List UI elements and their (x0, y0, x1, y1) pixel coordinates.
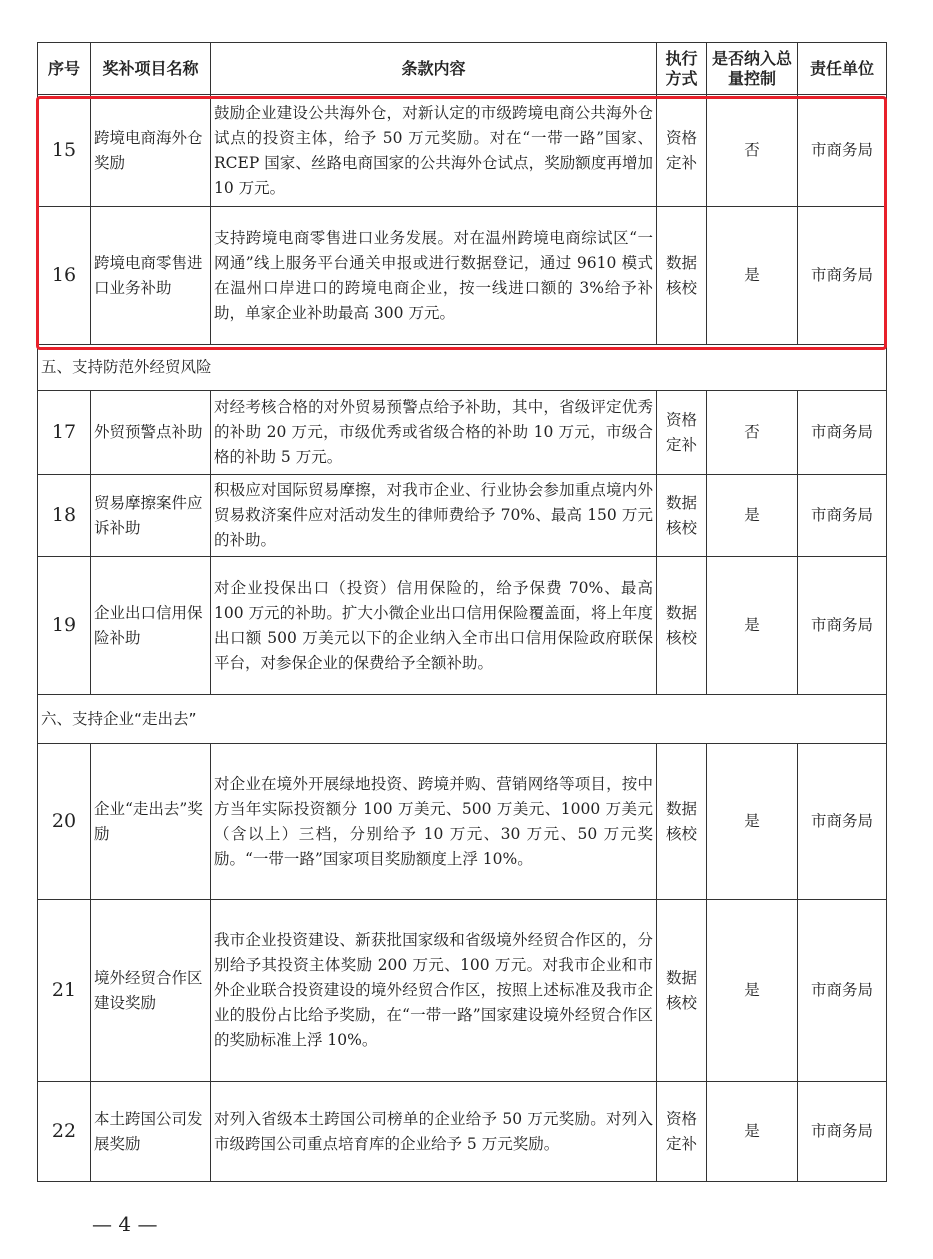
row-no: 21 (38, 900, 91, 1082)
row-name: 跨境电商海外仓奖励 (91, 95, 211, 207)
table-row (38, 1082, 887, 1182)
row-quota: 是 (707, 900, 798, 1082)
row-unit: 市商务局 (798, 1082, 887, 1182)
row-content: 对企业投保出口（投资）信用保险的，给予保费 70%、最高 100 万元的补助。扩大小微企业出口信用保险覆盖面，将上年度出口额 500 万美元以下的企业纳入全市出口信用保险政府联保平台，对参保企业的保费给予全额补助。 (211, 557, 657, 695)
row-no: 18 (38, 475, 91, 557)
section-row (38, 695, 887, 744)
table-row (38, 557, 887, 695)
table-header-row (38, 43, 887, 95)
table-row (38, 744, 887, 900)
row-quota: 是 (707, 744, 798, 900)
row-method: 数据核校 (657, 744, 707, 900)
header-no: 序号 (38, 43, 91, 95)
row-method: 数据核校 (657, 475, 707, 557)
row-method: 资格定补 (657, 1082, 707, 1182)
row-content: 对经考核合格的对外贸易预警点给予补助，其中，省级评定优秀的补助 20 万元，市级优秀或省级合格的补助 10 万元，市级合格的补助 5 万元。 (211, 391, 657, 475)
row-quota: 是 (707, 207, 798, 345)
header-method: 执行方式 (657, 43, 707, 95)
row-method: 资格定补 (657, 95, 707, 207)
row-no: 20 (38, 744, 91, 900)
header-name: 奖补项目名称 (91, 43, 211, 95)
row-method: 资格定补 (657, 391, 707, 475)
row-quota: 否 (707, 391, 798, 475)
header-quota: 是否纳入总量控制 (707, 43, 798, 95)
row-quota: 是 (707, 1082, 798, 1182)
row-content: 我市企业投资建设、新获批国家级和省级境外经贸合作区的，分别给予其投资主体奖励 200 万元、100 万元。对我市企业和市外企业联合投资建设的境外经贸合作区，按照上述标准及我市企业的股份占比给予奖励，在“一带一路”国家建设境外经贸合作区的奖励标准上浮 10%。 (211, 900, 657, 1082)
row-content: 对企业在境外开展绿地投资、跨境并购、营销网络等项目，按中方当年实际投资额分 100 万美元、500 万美元、1000 万美元（含以上）三档，分别给予 10 万元、30 万元、50 万元奖励。“一带一路”国家项目奖励额度上浮 10%。 (211, 744, 657, 900)
row-content: 积极应对国际贸易摩擦，对我市企业、行业协会参加重点境内外贸易救济案件应对活动发生的律师费给予 70%、最高 150 万元的补助。 (211, 475, 657, 557)
row-name: 跨境电商零售进口业务补助 (91, 207, 211, 345)
row-name: 企业“走出去”奖励 (91, 744, 211, 900)
row-name: 企业出口信用保险补助 (91, 557, 211, 695)
row-no: 22 (38, 1082, 91, 1182)
row-content: 对列入省级本土跨国公司榜单的企业给予 50 万元奖励。对列入市级跨国公司重点培育库的企业给予 5 万元奖励。 (211, 1082, 657, 1182)
row-no: 17 (38, 391, 91, 475)
row-method: 数据核校 (657, 900, 707, 1082)
page-number: — 4 — (92, 1212, 158, 1236)
row-method: 数据核校 (657, 207, 707, 345)
row-unit: 市商务局 (798, 475, 887, 557)
policy-table (37, 42, 887, 1182)
row-name: 本土跨国公司发展奖励 (91, 1082, 211, 1182)
row-unit: 市商务局 (798, 744, 887, 900)
row-content: 支持跨境电商零售进口业务发展。对在温州跨境电商综试区“一网通”线上服务平台通关申报或进行数据登记，通过 9610 模式在温州口岸进口的跨境电商企业，按一线进口额的 3%给予补助，单家企业补助最高 300 万元。 (211, 207, 657, 345)
row-unit: 市商务局 (798, 557, 887, 695)
row-quota: 否 (707, 95, 798, 207)
section-title: 五、支持防范外经贸风险 (38, 345, 887, 391)
row-unit: 市商务局 (798, 391, 887, 475)
section-row (38, 345, 887, 391)
table-row (38, 391, 887, 475)
table-row (38, 475, 887, 557)
header-content: 条款内容 (211, 43, 657, 95)
row-unit: 市商务局 (798, 95, 887, 207)
row-unit: 市商务局 (798, 207, 887, 345)
row-no: 19 (38, 557, 91, 695)
table-row (38, 900, 887, 1082)
row-name: 境外经贸合作区建设奖励 (91, 900, 211, 1082)
section-title: 六、支持企业“走出去” (38, 695, 887, 744)
row-quota: 是 (707, 557, 798, 695)
row-method: 数据核校 (657, 557, 707, 695)
row-content: 鼓励企业建设公共海外仓，对新认定的市级跨境电商公共海外仓试点的投资主体，给予 50 万元奖励。对在“一带一路”国家、RCEP 国家、丝路电商国家的公共海外仓试点，奖励额度再增加 10 万元。 (211, 95, 657, 207)
row-unit: 市商务局 (798, 900, 887, 1082)
row-quota: 是 (707, 475, 798, 557)
table-row (38, 95, 887, 207)
row-name: 外贸预警点补助 (91, 391, 211, 475)
row-no: 16 (38, 207, 91, 345)
row-name: 贸易摩擦案件应诉补助 (91, 475, 211, 557)
header-unit: 责任单位 (798, 43, 887, 95)
row-no: 15 (38, 95, 91, 207)
table-row (38, 207, 887, 345)
